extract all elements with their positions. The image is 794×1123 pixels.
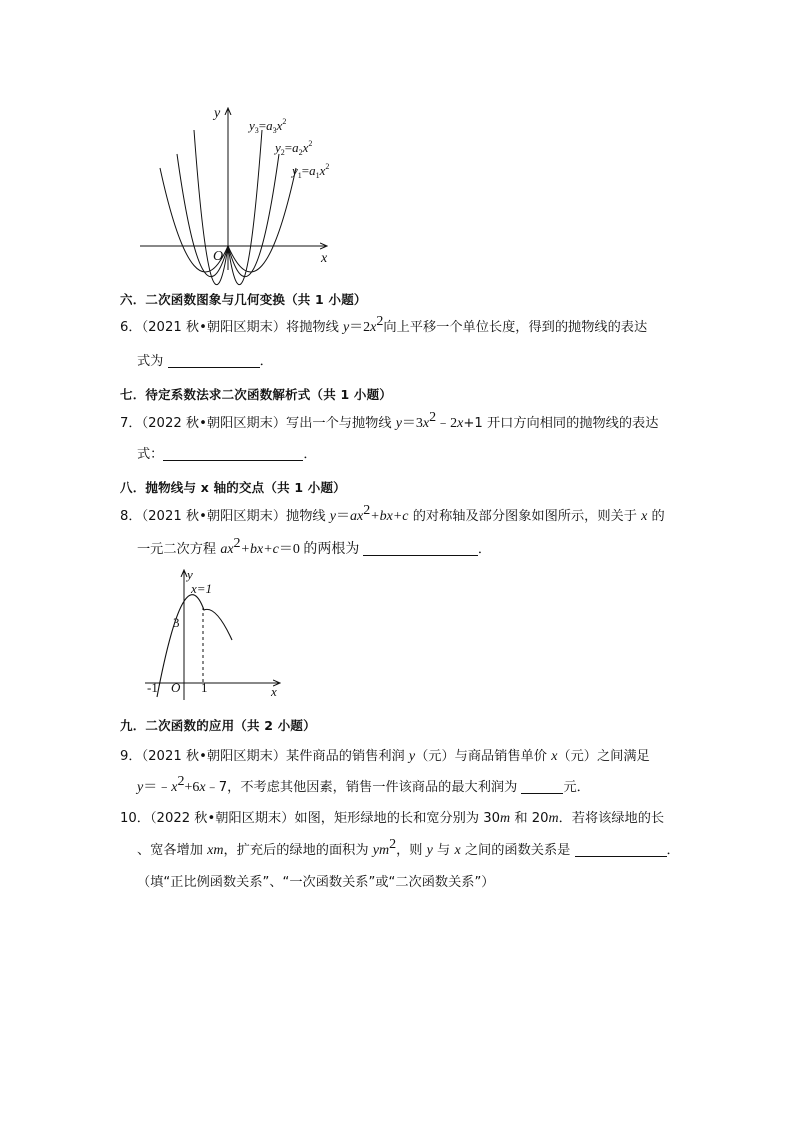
origin-label: O <box>171 680 181 695</box>
figure-parabolas <box>135 100 365 270</box>
parabola-curve <box>157 595 232 697</box>
curve-label-y3 <box>247 117 286 135</box>
x-axis-label: x <box>271 684 277 699</box>
answer-blank[interactable] <box>168 353 260 368</box>
section-9-heading: 九．二次函数的应用（共 2 小题） <box>120 718 316 733</box>
y-axis-label: y <box>187 567 193 582</box>
y-intercept-label: 3 <box>173 615 180 630</box>
question-8-line-1: 8．（2021 秋•朝阳区期末）抛物线 $y=ax^2+bx+c$ 的对称轴及部分图象如图所示，则关于 x 的 <box>120 503 665 524</box>
answer-blank[interactable] <box>163 446 303 461</box>
curve-label-y1 <box>290 162 329 180</box>
question-7-line-2: 式： ． <box>137 447 317 462</box>
x-tick-pos-label: 1 <box>201 680 208 695</box>
answer-blank[interactable] <box>575 842 667 857</box>
y-axis-label: y <box>214 106 221 121</box>
origin-label: O <box>213 249 224 264</box>
answer-blank[interactable] <box>363 541 478 556</box>
parabolas-svg <box>135 100 365 270</box>
question-8-line-2: 一元二次方程 $ax^2+bx+c=0$ 的两根为 ． <box>137 536 492 557</box>
answer-blank[interactable] <box>521 779 563 794</box>
question-9-line-1: 9．（2021 秋•朝阳区期末）某件商品的销售利润 y（元）与商品销售单价 x（元）之间满足 <box>120 749 650 764</box>
question-10-line-2: 、宽各增加 xm，扩充后的绿地的面积为 $ym^2$，则 y 与 x 之间的函数关系是 ． <box>137 837 680 858</box>
section-8-heading: 八．抛物线与 x 轴的交点（共 1 小题） <box>120 480 346 495</box>
figure-parabola-axis <box>140 565 290 700</box>
question-6-line-1: 6．（2021 秋•朝阳区期末）将抛物线 $y=2x^2$向上平移一个单位长度，得到的抛物线的表达 <box>120 314 648 335</box>
parabola-axis-svg <box>140 565 290 700</box>
question-10-line-1: 10．（2022 秋•朝阳区期末）如图，矩形绿地的长和宽分别为 30m 和 20m．若将该绿地的长 <box>120 811 665 826</box>
section-7-heading: 七．待定系数法求二次函数解析式（共 1 小题） <box>120 387 393 402</box>
svg-text:y3=a3x2: $y_3=a_3x^2$ <box>249 117 287 135</box>
question-10-line-3: （填“正比例函数关系”、“一次函数关系”或“二次函数关系”） <box>137 875 495 890</box>
curve-label-y2 <box>273 139 312 157</box>
svg-text:y1=a1x2: $y_1=a_1x^2$ <box>292 162 330 180</box>
question-6-line-2: 式为 ． <box>137 354 273 369</box>
question-9-line-2: $y=﹣x^2+6x﹣7$，不考虑其他因素，销售一件该商品的最大利润为 元． <box>137 774 590 795</box>
symmetry-axis-label: x=1 <box>191 581 213 596</box>
question-7-line-1: 7．（2022 秋•朝阳区期末）写出一个与抛物线 $y=3x^2﹣2x+1$ 开口方向相同的抛物线的表达 <box>120 410 659 431</box>
x-axis-label: x <box>321 251 328 266</box>
x-tick-neg-label: -1 <box>147 680 158 695</box>
svg-text:y2=a2x2: $y_2=a_2x^2$ <box>275 139 313 157</box>
section-6-heading: 六．二次函数图象与几何变换（共 1 小题） <box>120 292 367 307</box>
